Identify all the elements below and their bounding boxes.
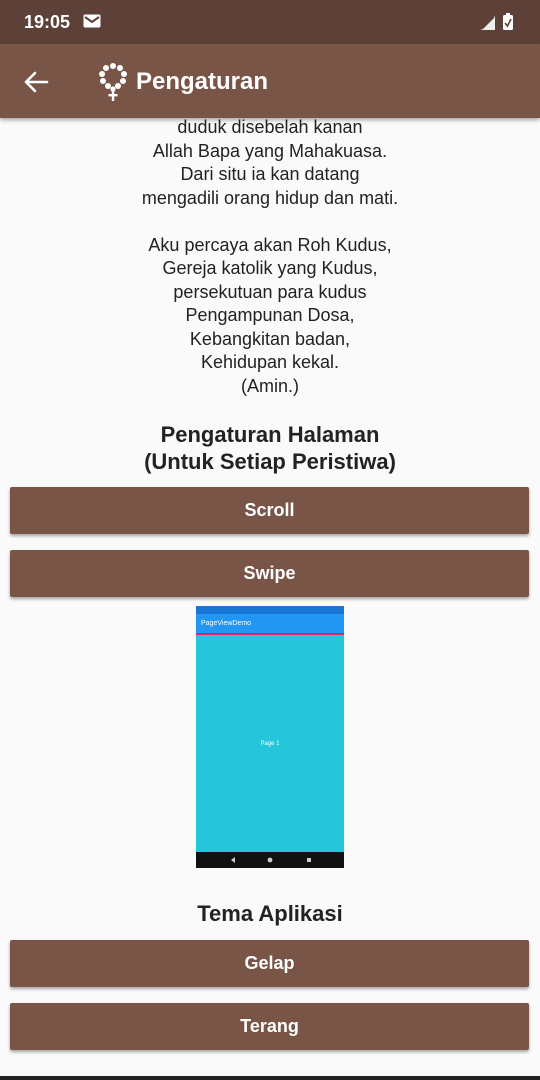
page-title: Pengaturan: [136, 68, 269, 95]
prayer-line: (Amin.): [241, 375, 299, 396]
prayer-line: Dari situ ia kan datang: [180, 164, 360, 184]
page-settings-title-line1: Pengaturan Halaman: [160, 422, 380, 447]
page-settings-title-line2: (Untuk Setiap Peristiwa): [144, 449, 396, 474]
preview-app-title: PageViewDemo: [201, 620, 252, 627]
back-arrow-icon[interactable]: [22, 68, 50, 96]
prayer-line: Gereja katolik yang Kudus,: [162, 258, 378, 278]
preview-app-bar: [196, 614, 344, 635]
prayer-line: duduk disebelah kanan: [177, 118, 363, 137]
prayer-text: [0, 118, 540, 398]
scroll-button[interactable]: Scroll: [10, 487, 529, 534]
prayer-line: Kebangkitan badan,: [189, 328, 351, 349]
dark-theme-button[interactable]: Gelap: [10, 940, 529, 987]
preview-nav-bar: [196, 852, 344, 868]
preview-page-label: Page 1: [260, 741, 280, 747]
prayer-gap: [0, 210, 540, 234]
page-mode-preview-image: [196, 606, 344, 868]
prayer-line: Pengampunan Dosa,: [185, 305, 355, 325]
light-theme-button[interactable]: Terang: [10, 1003, 529, 1050]
preview-status-bar: [196, 606, 344, 614]
prayer-line: persekutuan para kudus: [173, 281, 367, 302]
signal-battery-icon: [480, 13, 516, 31]
page-settings-title: [0, 421, 540, 475]
settings-content[interactable]: [0, 118, 540, 1080]
prayer-line: Aku percaya akan Roh Kudus,: [148, 234, 392, 255]
rosary-icon: [96, 62, 130, 102]
bottom-edge: [0, 1076, 540, 1080]
prayer-line: Kehidupan kekal.: [200, 352, 340, 372]
preview-nav-icons: [196, 852, 344, 868]
swipe-button[interactable]: Swipe: [10, 550, 529, 597]
mail-icon: [83, 14, 101, 28]
app-bar: [0, 44, 540, 118]
status-bar: [0, 0, 540, 44]
prayer-line: mengadili orang hidup dan mati.: [141, 187, 399, 208]
prayer-line: Allah Bapa yang Mahakuasa.: [152, 140, 388, 161]
status-time: 19:05: [24, 12, 71, 32]
theme-settings-title: Tema Aplikasi: [197, 901, 343, 926]
